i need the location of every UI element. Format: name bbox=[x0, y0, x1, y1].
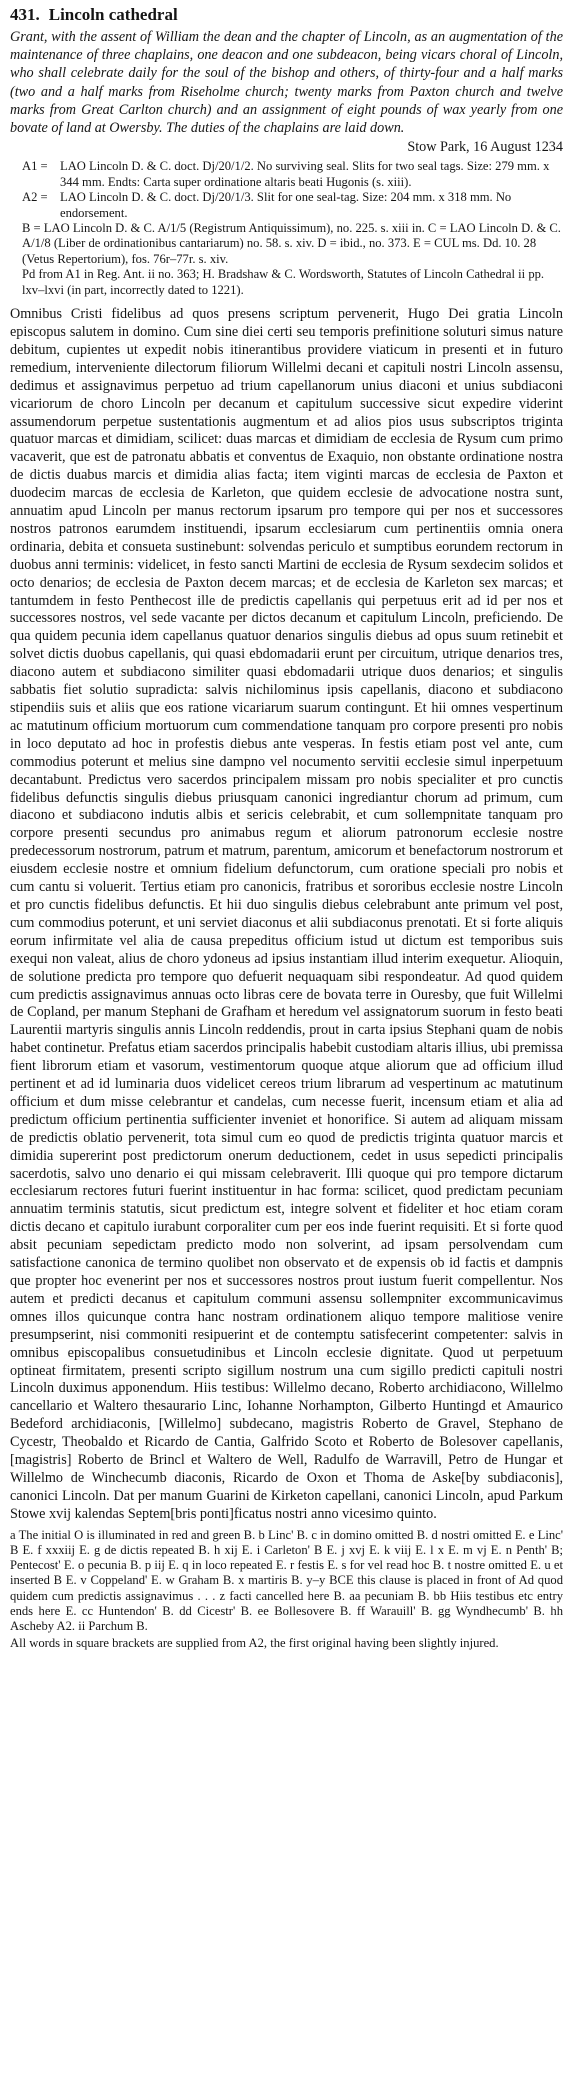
document-heading bbox=[10, 4, 563, 26]
source-a1-text: LAO Lincoln D. & C. doct. Dj/20/1/2. No surviving seal. Slits for two seal tags. Size: 279 mm. x 344 mm. Endts: Carta super ordinatione altaris beati Hugonis (s. xiii). bbox=[60, 159, 550, 189]
document-title: Lincoln cathedral bbox=[48, 5, 178, 24]
charter-text bbox=[10, 306, 563, 1524]
charter-paragraph: Omnibus Cristi fidelibus ad quos presens scriptum pervenerit, Hugo Dei gratia Lincoln episcopus salutem in domino. Cum sine diei certi seu temporis prefinitione soluturi simus nature debitum, cupientes ut expedit nobis itinerantibus providere viaticum in presenti et in futuro remedium, interveniente dilectorum filiorum Willelmi decani et capituli nostri Lincoln assensu, dedimus et assignavimus perpetuo ad trium capellanorum unius diaconi et unius subdiaconi vicariorum de choro Lincoln per decanum et capitulum successive sicut expedire viderint assumendorum perpetue sustentationis augmentum et ad alios pios usus subscriptos triginta quatuor marcas et dimidiam, scilicet: duas marcas et dimidiam de ecclesia de Rysum cum primo vacaverit, que est de patronatu abbatis et conventus de Exaquio, non obstante ordinatione nostra de dictis duabus marcis et dimidia alias facta; item viginti marcas de ecclesia de Paxton et duodecim marcas de ecclesia de Karleton, que quidem ecclesie de advocatione nostra sunt, annuatim apud Lincoln per manus rectorum ipsarum pro tempore qui per nos et successores nostros patronos earumdem instituendi, ipsarum ecclesiarum cum pertinentiis omnia onera ordinaria, debita et consueta sustinebunt: solvendas periculo et sumptibus eorundem rectorum in duobus anni terminis: videlicet, in festo sancti Martini de ecclesia de Rysum sexdecim solidos et octo denarios; de ecclesia de Paxton decem marcas; et de ecclesia de Karleton sex marcas; et tantumdem in festo Penthecost ille de predictis capellanis qui perpetuus erit ad id per nos et successores nostros, vel sede vacante per dictos decanum et capitulum Lincoln, preficiendo. De qua quidem pecunia idem capellanus quatuor denarios singulis diebus ad opus suum retinebit et solvet dictis duobus capellanis, qui quasi ebdomadarii erunt per circuitum, utrique denarios tres, diacono autem et subdiacono similiter quasi ebdomadarii utrique duos denarios; et singulis sabbatis fiet solutio supradicta: salvis nichilominus ipsis capellanis, diacono et subdiacono stipendiis suis et aliis que eos ratione vicariarum suarum contingunt. Et hii omnes vespertinum ac matutinum officium mortuorum cum commendatione tanquam pro corpore presenti pro nobis in loco deputato ad hoc in profestis diebus ante vesperas. In festis etiam post vel ante, cum commodius poterunt et melius sine dampno vel nocumento servitii ecclesie simul inperpetuum decantabunt. Predictus vero sacerdos principalem missam pro nobis specialiter et pro cunctis fidelibus defunctis singulis diebus priusquam canonici ingrediantur chorum ad primum, cum diacono et subdiacono indutis albis et sericis celebrabit, et cum sollempnitate tanquam pro corpore presenti secundus pro animabus regum et aliorum patronorum ecclesie nostre predecessorum nostrorum, patrum et matrum, parentum, amicorum et benefactorum nostrorum et eiusdem ecclesie nostre et omnium fidelium defunctorum, cum oratione speciali pro nobis et cum cantu si voluerit. Tertius etiam pro canonicis, fratribus et sororibus ecclesie nostre Lincoln et pro cunctis fidelibus defunctis. Et hii duo singulis diebus celebrabunt ante primum vel post, cum commodius poterunt, et uni serviet diaconus et alii subdiaconus prenotati. Et si forte aliquis eorum infirmitate vel alia de causa prepeditus officium istud ut dictum est temporibus suis exequi non valeat, alius de choro ydoneus ad ipsius instantiam illud interim exequetur. Alioquin, de solutione predicta pro tempore quo defuerit nequaquam sibi respondeatur. Ad quod quidem cum predictis assignavimus annuas octo libras cere de bovata terre in Ouresby, que fuit Willelmi de Copland, per manum Stephani de Grafham et heredum vel assignatorum suorum in festo beati Laurentii martyris singulis annis Lincoln reddendis, prout in carta ipsius Stephani quam de nobis habet continetur. Prefatus etiam sacerdos principalis habebit custodiam altaris illius, ubi premissa fient librorum etiam et vasorum, vestimentorum quoque atque aliorum que ad officium illud pertinent et ad id luminaria duos videlicet cereos trium librarum ad vespertinum ac matutinum officium et dum misse celebrantur et candelas, cum necesse fuerit, incensum etiam et alia ad predictum officium pertinentia sufficienter inveniet et honorifice. Si autem ad aliquam missam de predictis oblatio pervenerit, tota simul cum eo quod de predictis triginta quatuor marcis et dimidia supererint post predictorum onerum deductionem, cedet in usus sepedicti principalis sacerdotis, salvo uno denario ei qui missam celebraverit. Illi quoque qui pro tempore dictarum ecclesiarum rectores futuri fuerint instituentur in hac forma: scilicet, quod predictam pecuniam annuatim terminis statutis, sicut predictum est, integre solvent et fideliter et hoc etiam coram dictis decano et capitulo iurabunt corporaliter cum per eos inde fuerint requisiti. Et si forte quod absit pecuniam sepedictam predicto modo non solverint, ad ipsam persolvendam cum satisfactione canonica de termino quolibet non observato et de expensis ob id factis et dampnis que propter hoc evenerint per nos et successores nostros prout iustum fuerit compellentur. Nos autem et predicti decanus et capitulum communi assensu sollempniter excommunicavimus omnes illos quicunque contra hanc nostram ordinationem aliquo tempore malitiose venire presumpserint, nisi commoniti resipuerint et de contemptu satisfecerint competenter: salvis in omnibus episcopalibus consuetudinibus et Lincoln ecclesie dignitate. Quod ut perpetuum optineat firmitatem, presenti scripto sigillum nostrum una cum sigillo predicti capituli nostri Lincoln duximus apponendum. Hiis testibus: Willelmo decano, Roberto archidiacono, Willelmo cancellario et Waltero thesaurario Linc, Iohanne Norhampton, Gilberto Huntingd et Amaurico Bedeford archidiaconis, [Willelmo] subdecano, magistris Roberto de Gravel, Stephano de Cycestr, Theobaldo et Ricardo de Cantia, Galfrido Scoto et Roberto de Bolesover capellanis, [magistris] Roberto de Brincl et Waltero de Well, Radulfo de Warravill, Petro de Hungar et Willelmo de Winchecumb diaconis, Ricardo de Oxon et Thoma de Aske[by subdiaconis], canonici Lincoln. Dat per manum Guarini de Kirketon capellani, canonici Lincoln, apud Parkum Stowe xvij kalendas Septem[bris ponti]ficatus nostri anno vicesimo quinto. bbox=[10, 306, 563, 1522]
source-a2-label: A2 = bbox=[22, 190, 48, 205]
source-copies: B = LAO Lincoln D. & C. A/1/5 (Registrum Antiquissimum), no. 225. s. xiii in. C = LAO Lincoln D. & C. A/1/8 (Liber de ordinationibus cantariarum) no. 58. s. xiv. D = ibid., no. 373. E = CUL ms. Dd. 10. 28 (Vetus Repertorium), fos. 76r–77r. s. xiv. bbox=[22, 221, 561, 266]
calendar-summary: Grant, with the assent of William the dean and the chapter of Lincoln, as an augmentation of the maintenance of three chaplains, one deacon and one subdeacon, being vicars choral of Lincoln, who shall celebrate daily for the soul of the bishop and others, of thirty-four and a half marks (two and a half marks from Riseholme church; twenty marks from Paxton church and twelve marks from Great Carlton church) and an assignment of eight pounds of wax yearly from one bovate of land at Owersby. The duties of the chaplains are laid down. bbox=[10, 29, 563, 137]
source-a2-text: LAO Lincoln D. & C. doct. Dj/20/1/3. Slit for one seal-tag. Size: 204 mm. x 318 mm. No endorsement. bbox=[60, 190, 512, 220]
source-list bbox=[10, 159, 563, 298]
source-a2 bbox=[10, 190, 563, 221]
textual-notes bbox=[10, 1528, 563, 1652]
document-number: 431. bbox=[10, 5, 40, 24]
source-printed: Pd from A1 in Reg. Ant. ii no. 363; H. Bradshaw & C. Wordsworth, Statutes of Lincoln Cathedral ii pp. lxv–lxvi (in part, incorrectly dated to 1221). bbox=[22, 267, 545, 297]
place-date: Stow Park, 16 August 1234 bbox=[407, 139, 563, 156]
source-a1-label: A1 = bbox=[22, 159, 48, 174]
source-a1 bbox=[10, 159, 563, 190]
apparatus-notes: a The initial O is illuminated in red and green B. b Linc' B. c in domino omitted B. d nostri omitted E. e Linc' B E. f xxxiij E. g de dictis repeated B. h xij E. i Carleton' B E. j xvj E. k viij E. l x E. m vj E. n Penth' B; Pentecost' E. o pecunia B. p iij E. q in loco repeated E. r festis E. s for vel read hoc B. t nostre omitted E. u et inserted B E. v Coppeland' E. w Graham B. x martiris B. y–y BCE this clause is placed in front of Ad quod quidem cum predictis assignavimus . . . z facti cancelled here B. aa pecuniam B. bb Hiis testibus etc entry ends here E. cc Huntendon' B. dd Cicestr' B. ee Bollesovere B. ff Warauill' B. gg Wyndhecumb' B. hh Ascheby A2. ii Parchum B. bbox=[10, 1527, 563, 1633]
square-bracket-note: All words in square brackets are supplied from A2, the first original having been slightly injured. bbox=[10, 1636, 499, 1651]
